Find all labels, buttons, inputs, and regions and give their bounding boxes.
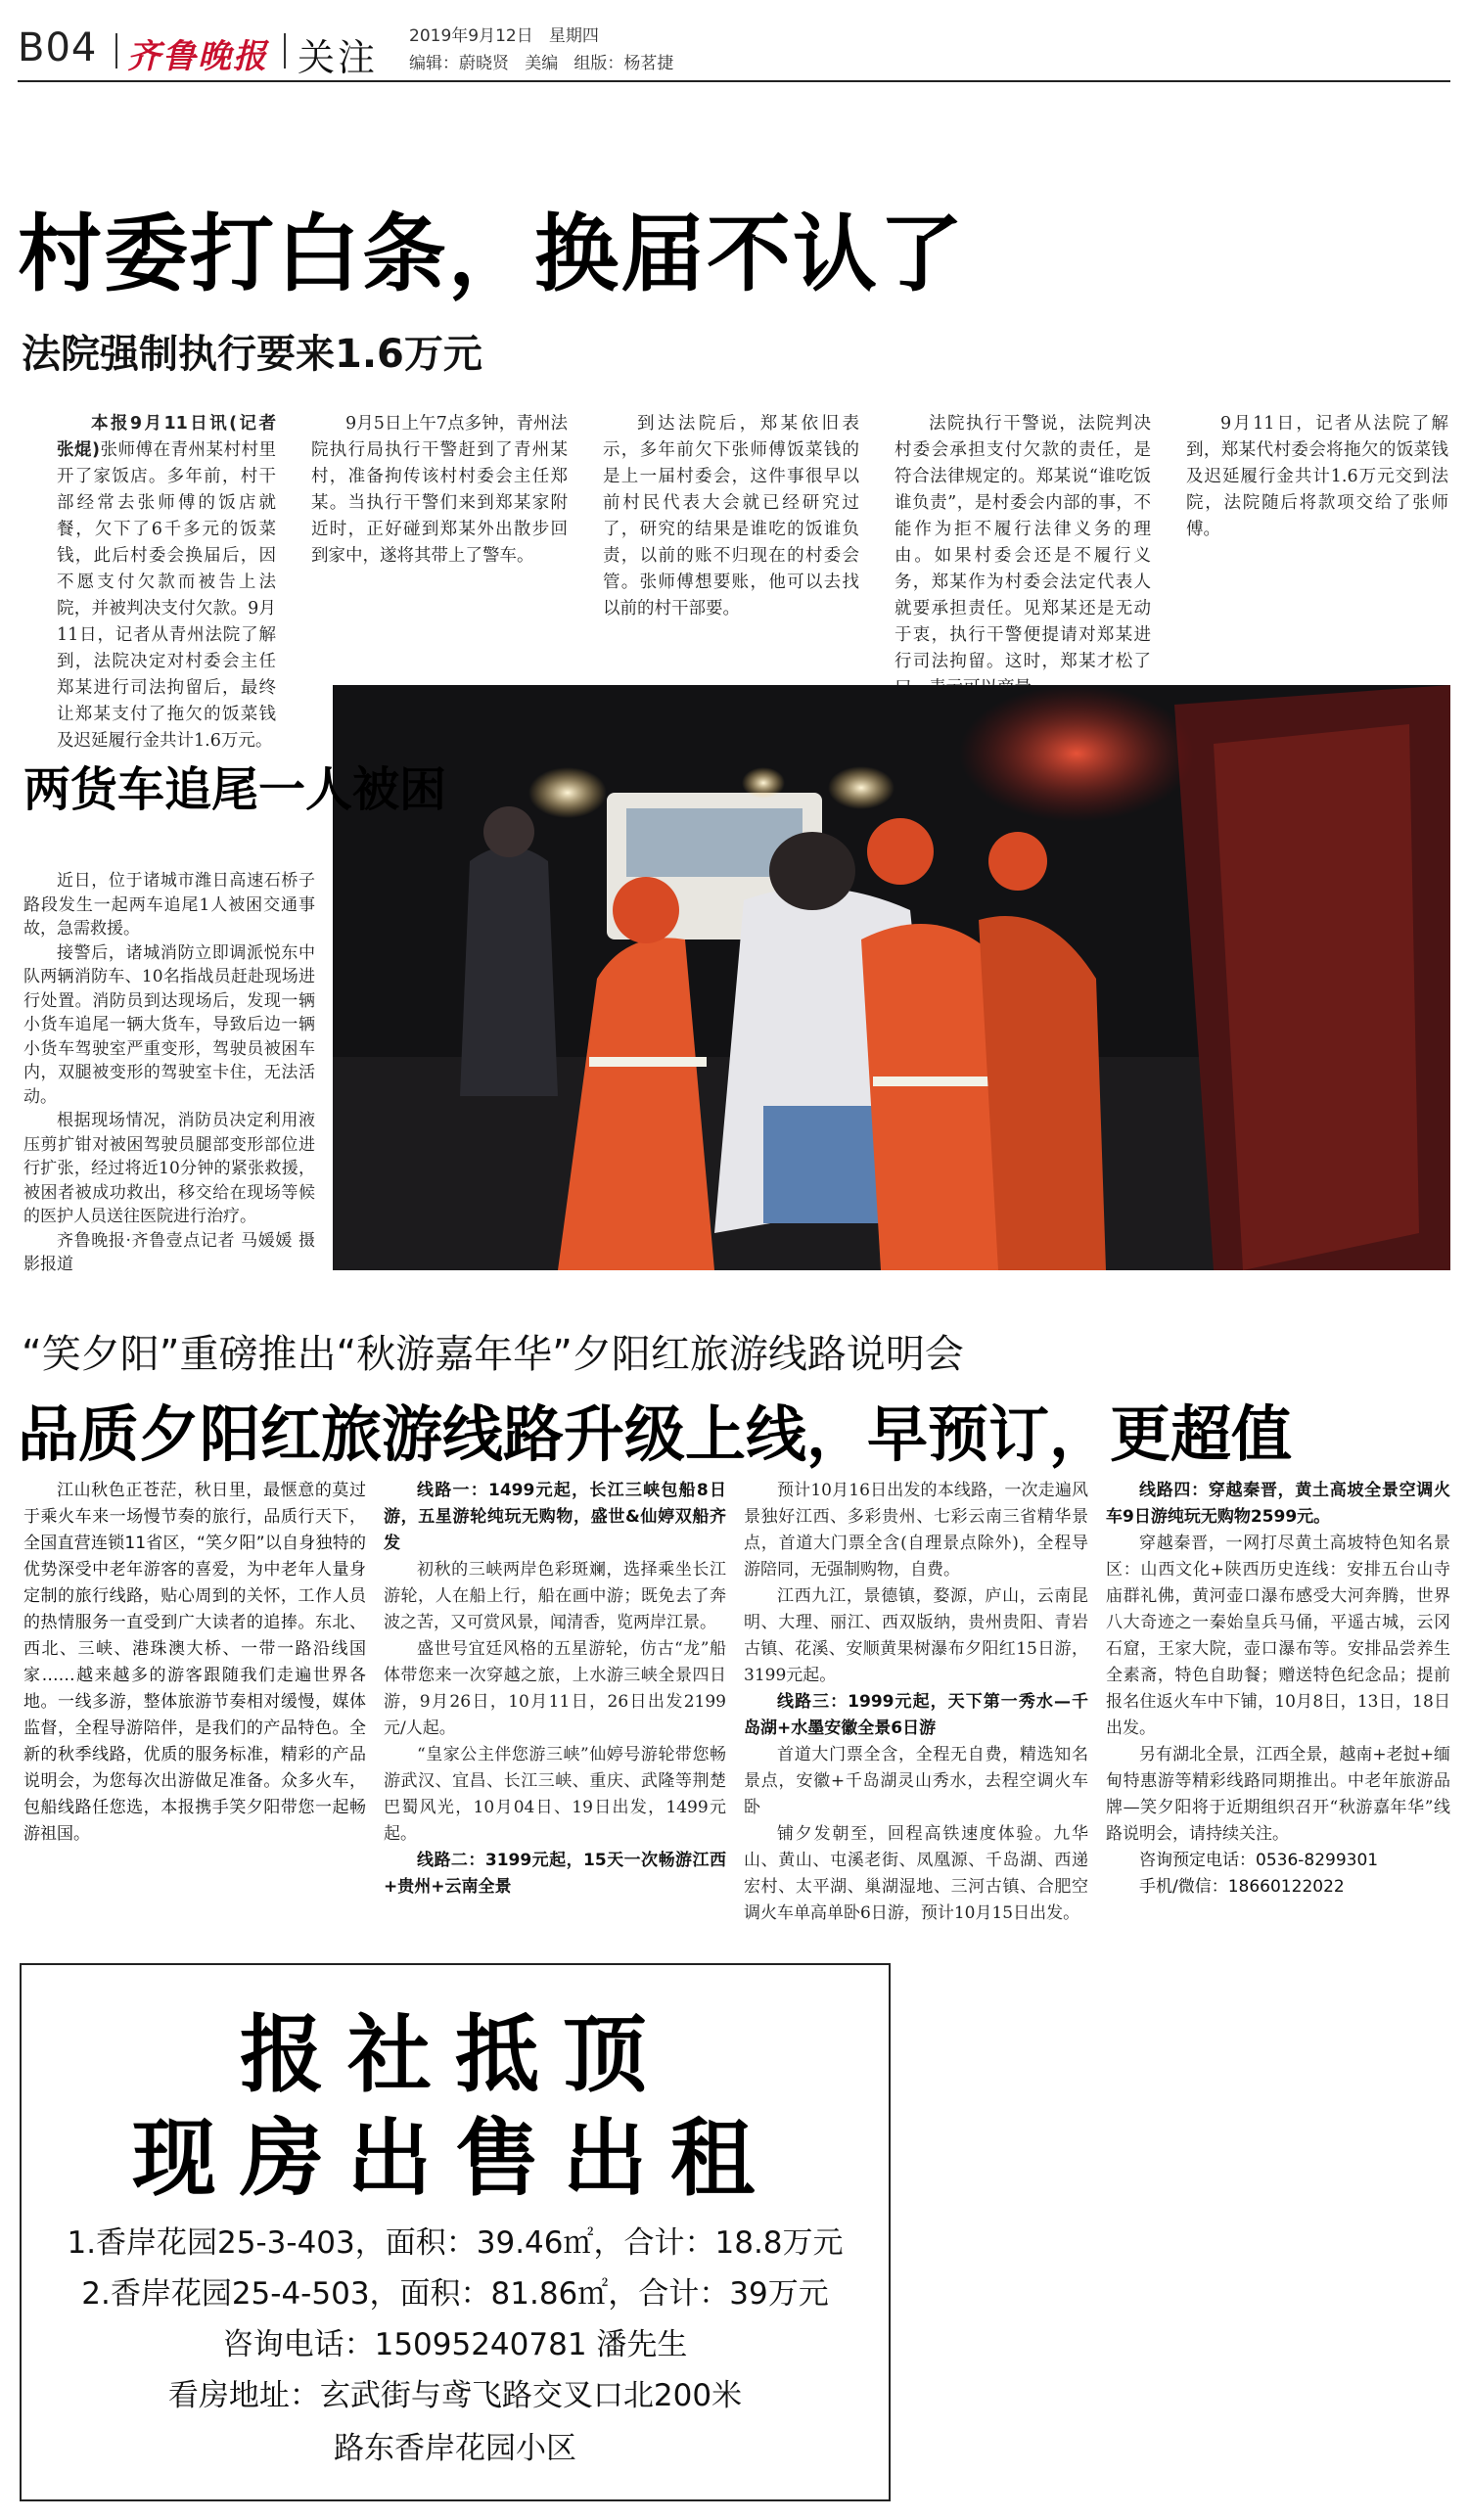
- route3-title: 线路三：1999元起，天下第一秀水—千岛湖+水墨安徽全景6日游: [744, 1692, 1088, 1738]
- story1-paragraph: 法院执行干警说，法院判决村委会承担支付欠款的责任，是符合法律规定的。郑某说“谁吃饭谁负责”，是村委会内部的事，不能作为拒不履行法律义务的理由。如果村委会还是不履行义务，郑某作为村委会法定代表人就要承担责任。见郑某还是无动于衷，执行干警便提请对郑某进行司法拘留。这时，郑某才松了: [895, 414, 1151, 671]
- page-number: B04: [18, 25, 98, 70]
- route4-paragraph: 穿越秦晋，一网打尽黄土高坡特色知名景区：山西文化+陕西历史连线：安排五台山寺庙群礼佛，黄河壶口瀑布感受大河奔腾，世界八大奇迹之一秦始皇兵马俑，平遥古城，云冈石窟，王家大院，壶口瀑布等。安排品尝养生全素斋，特色自助餐；赠送特色纪念品；提前报名住返火车中下铺，10月8日，13日，18日出发。: [1106, 1534, 1450, 1738]
- story1-subheadline: 法院强制执行要来1.6万元: [22, 332, 482, 377]
- story2-paragraph: 根据现场情况，消防员决定利用液压剪扩钳对被困驾驶员腿部变形部位进行扩张，经过将近10分钟的紧张救援，被困者被成功救出，移交给在现场等候的医护人员送往医院进行治疗。: [23, 1111, 315, 1226]
- route1-paragraph: “皇家公主伴您游三峡”仙婷号游轮带您畅游武汉、宜昌、长江三峡、重庆、武隆等荆楚巴蜀风光，10月04日、19日出发，1499元起。: [384, 1745, 726, 1844]
- route1-title: 线路一：1499元起，长江三峡包船8日游，五星游轮纯玩无购物，盛世&仙婷双船齐发: [384, 1481, 726, 1553]
- route2-paragraph: 预计10月16日出发的本线路，一次走遍风景独好江西、多彩贵州、七彩云南三省精华景点，首道大门票全含(自理景点除外)，全程导游陪同，无强制购物，自费。: [744, 1481, 1088, 1580]
- ad-phone: 咨询电话：15095240781 潘先生: [222, 2327, 688, 2362]
- route2-paragraph: 江西九江，景德镇，婺源，庐山，云南昆明、大理、丽江、西双版纳，贵州贵阳、青岩古镇、花溪、安顺黄果树瀑布夕阳红15日游，3199元起。: [744, 1586, 1088, 1685]
- header-rule: [18, 80, 1450, 82]
- issue-date: 2019年9月12日 星期四: [409, 26, 599, 46]
- story1-column-5: [1186, 411, 1448, 646]
- story1-column-3: [603, 411, 859, 646]
- header-divider: [284, 33, 286, 69]
- story1-headline: 村委打白条，换届不认了: [18, 206, 965, 303]
- route1-paragraph: 盛世号宜廷风格的五星游轮，仿古“龙”船体带您来一次穿越之旅，上水游三峡全景四日游，9月26日，10月11日，26日出发2199元/人起。: [384, 1639, 726, 1738]
- story1-dateline: 本报9月11日讯(记者 张焜): [57, 414, 276, 460]
- rescue-photo: [333, 685, 1450, 1270]
- rescue-scene-illustration: [333, 685, 1450, 1270]
- ad-title-line-2: 现房出售出租: [132, 2110, 778, 2208]
- story1-column-2: [311, 411, 568, 646]
- contact-mobile: 手机/微信：18660122022: [1139, 1877, 1345, 1897]
- story2-headline: 两货车追尾一人被困: [23, 762, 447, 817]
- editor-credits: 编辑：蔚晓贤 美编 组版：杨茗捷: [409, 54, 674, 73]
- story2-byline: 齐鲁晚报·齐鲁壹点记者 马媛媛 摄影报道: [23, 1230, 315, 1274]
- story1-paragraph: 到达法院后，郑某依旧表示，多年前欠下张师傅饭菜钱的是上一届村委会，这件事很早以前村民代表大会就已经研究过了，研究的结果是谁吃的饭谁负责，以前的账不归现在的村委会管。张师傅想要账，他可以去找以前的村干部要。: [603, 414, 859, 619]
- route3-paragraph: 首道大门票全含，全程无自费，精选知名景点，安徽+千岛湖灵山秀水，去程空调火车卧: [744, 1745, 1088, 1817]
- story1-paragraph: 张师傅在青州某村村里开了家饭店。多年前，村干部经常去张师傅的饭店就餐，欠下了6千多元的饭菜钱，此后村委会换届后，因不愿支付欠款而被告上法院，并被判决支付欠款。9月11日，记者从青州法院了解到，法院决定对村委会主任郑某进行司法拘留后，最终让郑某支付了拖欠的饭菜钱及迟延履行金共计1.6万元。: [57, 440, 276, 751]
- ad-address-line-2: 路东香岸花园小区: [334, 2431, 576, 2466]
- ad-address-line-1: 看房地址：玄武街与鸢飞路交叉口北200米: [167, 2378, 743, 2413]
- story3-column-4: [1106, 1478, 1450, 1938]
- route1-paragraph: 初秋的三峡两岸色彩斑斓，选择乘坐长江游轮，人在船上行，船在画中游；既免去了奔波之苦，又可赏风景，闻清香，览两岸江景。: [384, 1560, 726, 1632]
- story1-column-4: [895, 411, 1151, 671]
- section-name: 关注: [298, 36, 379, 79]
- contact-phone: 咨询预定电话：0536-8299301: [1139, 1851, 1379, 1870]
- page-header: [18, 18, 1450, 78]
- property-advertisement: [20, 1963, 891, 2501]
- story2-paragraph: 接警后，诸城消防立即调派悦东中队两辆消防车、10名指战员赶赴现场进行处置。消防员到达现场后，发现一辆小货车追尾一辆大货车，导致后边一辆小货车驾驶室严重变形，驾驶员被困车内，双腿被变形的驾驶室卡住，无法活动。: [23, 942, 315, 1107]
- story3-column-1: [23, 1478, 366, 1938]
- route2-title: 线路二：3199元起，15天一次畅游江西+贵州+云南全景: [384, 1851, 726, 1897]
- newspaper-logo: 齐鲁晚报: [127, 37, 268, 76]
- route3-paragraph: 铺夕发朝至，回程高铁速度体验。九华山、黄山、屯溪老街、凤凰源、千岛湖、西递宏村、太平湖、巢湖湿地、三河古镇、合肥空调火车单高单卧6日游，预计10月15日出发。: [744, 1824, 1088, 1923]
- story2-paragraph: 近日，位于诸城市潍日高速石桥子路段发生一起两车追尾1人被困交通事故，急需救援。: [23, 871, 315, 939]
- story3-headline: 品质夕阳红旅游线路升级上线，早预订，更超值: [18, 1398, 1293, 1470]
- route4-title: 线路四：穿越秦晋，黄土高坡全景空调火车9日游纯玩无购物2599元。: [1106, 1481, 1450, 1527]
- ad-listing-1: 1.香岸花园25-3-403，面积：39.46㎡，合计：18.8万元: [67, 2225, 844, 2261]
- story1-column-1: [57, 411, 276, 751]
- story2-column: [23, 869, 315, 1274]
- route4-paragraph: 另有湖北全景，江西全景，越南+老挝+缅甸特惠游等精彩线路同期推出。中老年旅游品牌—笑夕阳将于近期组织召开“秋游嘉年华”线路说明会，请持续关注。: [1106, 1745, 1450, 1844]
- header-divider: [115, 33, 117, 69]
- story3-column-3: [744, 1478, 1088, 1938]
- ad-title-line-1: 报社抵顶: [240, 2006, 670, 2104]
- ad-listing-2: 2.香岸花园25-4-503，面积：81.86㎡，合计：39万元: [81, 2276, 829, 2312]
- story1-paragraph: 9月11日，记者从法院了解到，郑某代村委会将拖欠的饭菜钱及迟延履行金共计1.6万元交到法院，法院随后将款项交给了张师傅。: [1186, 414, 1448, 539]
- story3-column-2: [384, 1478, 726, 1938]
- story1-paragraph: 9月5日上午7点多钟，青州法院执行局执行干警赶到了青州某村，准备拘传该村村委会主任郑某。当执行干警们来到郑某家附近时，正好碰到郑某外出散步回到家中，遂将其带上了警车。: [311, 414, 568, 566]
- story3-intro: 江山秋色正苍茫，秋日里，最惬意的莫过于乘火车来一场慢节奏的旅行，品质行天下，全国直营连锁11省区，“笑夕阳”以自身独特的优势深受中老年游客的喜爱，为中老年人量身定制的旅行线路，贴心周到的关怀，工作人员的热情服务一直受到广大读者的追捧。东北、西北、三峡、港珠澳大桥、一带一路沿线国家……越来越多的游客跟随我们走遍世界各地。一线多游，整体旅游节奏相对缓慢，媒体监督，全程导游陪伴，是我们的产品特色。全新的秋季线路，优质的服务标准，精彩的产品说明会，为您每次出游做足准备。众多火车，包船线路任您选，本报携手笑夕阳带您一起畅游祖国。: [23, 1481, 366, 1844]
- story3-kicker: “笑夕阳”重磅推出“秋游嘉年华”夕阳红旅游线路说明会: [22, 1332, 964, 1377]
